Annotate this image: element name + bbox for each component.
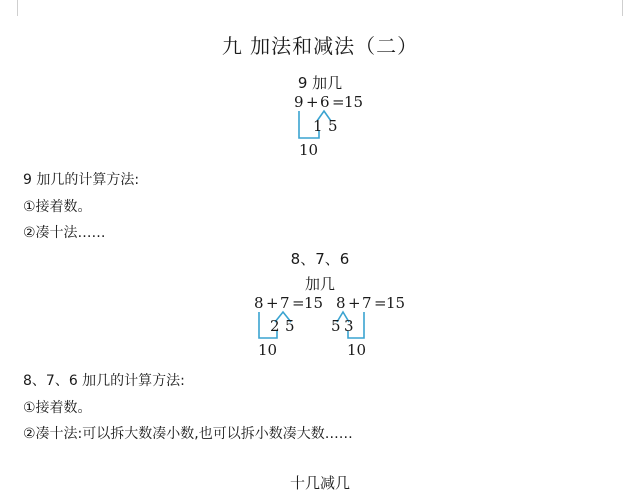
eq1-ten: 10	[299, 141, 319, 159]
eq2-term-a: 8	[254, 294, 264, 312]
section1-diagram	[292, 90, 372, 162]
method1-item-2: ②凑十法……	[23, 225, 106, 241]
eq1-plus: +	[306, 93, 319, 111]
eq2-equals: =	[292, 294, 305, 312]
eq2-split-a: 2	[270, 317, 280, 335]
method2-item-2: ②凑十法:可以拆大数凑小数,也可以拆小数凑大数……	[23, 426, 353, 442]
method1-item-1: ①接着数。	[23, 199, 92, 215]
eq3-split-b: 3	[344, 317, 354, 335]
method1-title: 9 加几的计算方法:	[23, 172, 140, 188]
eq1-term-b: 6	[320, 93, 330, 111]
eq3-result: 15	[386, 294, 406, 312]
eq3-term-b: 7	[362, 294, 372, 312]
page-margin-mark-left	[17, 0, 18, 16]
eq1-split-a: 1	[313, 117, 323, 135]
eq2-split-b: 5	[285, 317, 295, 335]
eq1-equals: =	[332, 93, 345, 111]
section2-heading-line2: 加几	[304, 275, 335, 293]
eq3-split-a: 5	[331, 317, 341, 335]
eq1-split-b: 5	[328, 117, 338, 135]
eq3-plus: +	[348, 294, 361, 312]
eq2-term-b: 7	[280, 294, 290, 312]
eq2-ten: 10	[258, 341, 278, 359]
next-section-heading: 十几减几	[289, 474, 350, 492]
eq3-equals: =	[374, 294, 387, 312]
eq2-result: 15	[304, 294, 324, 312]
eq1-term-a: 9	[294, 93, 304, 111]
eq1-result: 15	[344, 93, 364, 111]
page-margin-mark-right	[622, 0, 623, 16]
eq3-term-a: 8	[336, 294, 346, 312]
page-title: 九 加法和减法（二）	[221, 34, 419, 58]
method2-title: 8、7、6 加几的计算方法:	[23, 373, 185, 389]
section2-heading-line1: 8、7、6	[290, 250, 350, 268]
eq3-ten: 10	[347, 341, 367, 359]
eq2-plus: +	[266, 294, 279, 312]
section1-heading: 9 加几	[297, 74, 343, 92]
method2-item-1: ①接着数。	[23, 400, 92, 416]
section2-left-diagram	[252, 291, 332, 361]
section2-right-diagram	[331, 291, 414, 361]
